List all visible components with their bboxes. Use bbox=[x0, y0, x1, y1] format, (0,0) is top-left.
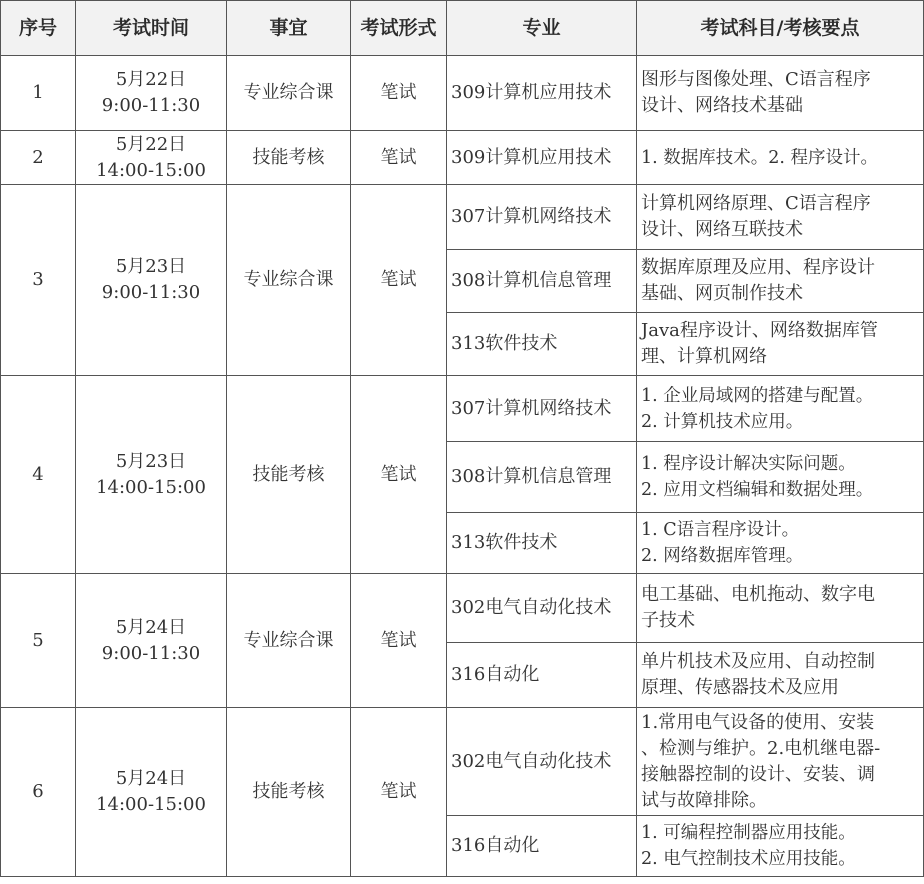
subjects: Java程序设计、网络数据库管 理、计算机网络 bbox=[637, 313, 924, 376]
header-exam-form: 考试形式 bbox=[351, 1, 447, 56]
major: 308计算机信息管理 bbox=[447, 442, 637, 513]
exam-hours: 14:00-15:00 bbox=[96, 476, 206, 498]
subjects: 图形与图像处理、C语言程序 设计、网络技术基础 bbox=[637, 56, 924, 131]
major: 307计算机网络技术 bbox=[447, 185, 637, 250]
subjects: 数据库原理及应用、程序设计 基础、网页制作技术 bbox=[637, 250, 924, 313]
exam-matter: 专业综合课 bbox=[227, 185, 351, 376]
table-row bbox=[1, 708, 924, 816]
exam-form: 笔试 bbox=[351, 56, 447, 131]
major: 309计算机应用技术 bbox=[447, 131, 637, 185]
major: 308计算机信息管理 bbox=[447, 250, 637, 313]
exam-matter: 专业综合课 bbox=[227, 56, 351, 131]
exam-time bbox=[76, 574, 227, 708]
header-exam-time: 考试时间 bbox=[76, 1, 227, 56]
subjects: 电工基础、电机拖动、数字电 子技术 bbox=[637, 574, 924, 643]
exam-hours: 14:00-15:00 bbox=[96, 159, 206, 181]
exam-hours: 9:00-11:30 bbox=[101, 642, 201, 664]
major: 302电气自动化技术 bbox=[447, 574, 637, 643]
header-no: 序号 bbox=[1, 1, 76, 56]
table-row bbox=[1, 56, 924, 131]
subjects: 1. C语言程序设计。 2. 网络数据库管理。 bbox=[637, 513, 924, 574]
row-number: 1 bbox=[1, 56, 76, 131]
row-number: 2 bbox=[1, 131, 76, 185]
row-number: 6 bbox=[1, 708, 76, 877]
table-row bbox=[1, 376, 924, 442]
exam-time bbox=[76, 708, 227, 877]
exam-date: 5月23日 bbox=[115, 450, 187, 472]
exam-time bbox=[76, 185, 227, 376]
exam-hours: 9:00-11:30 bbox=[101, 95, 201, 116]
exam-matter: 专业综合课 bbox=[227, 574, 351, 708]
exam-hours: 14:00-15:00 bbox=[96, 794, 206, 815]
subjects: 1. 程序设计解决实际问题。 2. 应用文档编辑和数据处理。 bbox=[637, 442, 924, 513]
exam-hours: 9:00-11:30 bbox=[101, 282, 201, 303]
major: 302电气自动化技术 bbox=[447, 708, 637, 816]
subjects: 计算机网络原理、C语言程序 设计、网络互联技术 bbox=[637, 185, 924, 250]
major: 316自动化 bbox=[447, 816, 637, 877]
exam-date: 5月22日 bbox=[115, 69, 187, 90]
exam-matter: 技能考核 bbox=[227, 708, 351, 877]
header-subjects: 考试科目/考核要点 bbox=[637, 1, 924, 56]
subjects: 1. 可编程控制器应用技能。 2. 电气控制技术应用技能。 bbox=[637, 816, 924, 877]
exam-date: 5月24日 bbox=[115, 616, 187, 638]
subjects: 1.常用电气设备的使用、安装 、检测与维护。2.电机继电器- 接触器控制的设计、安装、调 试与故障排除。 bbox=[637, 708, 924, 816]
exam-matter: 技能考核 bbox=[227, 131, 351, 185]
exam-date: 5月23日 bbox=[115, 256, 187, 277]
table-row bbox=[1, 185, 924, 250]
row-number: 4 bbox=[1, 376, 76, 574]
header-matter: 事宜 bbox=[227, 1, 351, 56]
exam-time bbox=[76, 56, 227, 131]
exam-form: 笔试 bbox=[351, 376, 447, 574]
exam-matter: 技能考核 bbox=[227, 376, 351, 574]
exam-form: 笔试 bbox=[351, 574, 447, 708]
exam-form: 笔试 bbox=[351, 708, 447, 877]
header-row bbox=[1, 1, 924, 56]
exam-form: 笔试 bbox=[351, 131, 447, 185]
header-major: 专业 bbox=[447, 1, 637, 56]
subjects: 单片机技术及应用、自动控制 原理、传感器技术及应用 bbox=[637, 643, 924, 708]
major: 307计算机网络技术 bbox=[447, 376, 637, 442]
major: 316自动化 bbox=[447, 643, 637, 708]
exam-date: 5月22日 bbox=[115, 133, 187, 155]
subjects: 1. 数据库技术。2. 程序设计。 bbox=[637, 131, 924, 185]
exam-form: 笔试 bbox=[351, 185, 447, 376]
exam-time bbox=[76, 376, 227, 574]
major: 313软件技术 bbox=[447, 313, 637, 376]
exam-time bbox=[76, 131, 227, 185]
exam-date: 5月24日 bbox=[115, 768, 187, 789]
major: 309计算机应用技术 bbox=[447, 56, 637, 131]
major: 313软件技术 bbox=[447, 513, 637, 574]
row-number: 3 bbox=[1, 185, 76, 376]
subjects: 1. 企业局域网的搭建与配置。 2. 计算机技术应用。 bbox=[637, 376, 924, 442]
table-row bbox=[1, 574, 924, 643]
table-row bbox=[1, 131, 924, 185]
row-number: 5 bbox=[1, 574, 76, 708]
